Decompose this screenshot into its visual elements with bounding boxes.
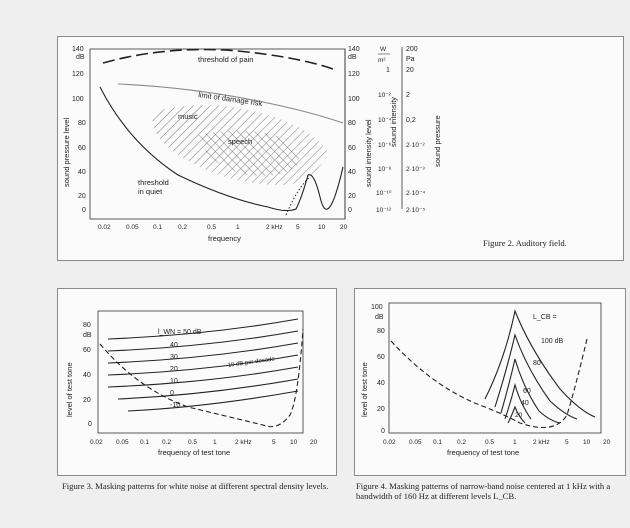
fig2-x-tick-7: 5 [296,224,300,231]
figure-4-caption: Figure 4. Masking patterns of narrow-band noise centered at 1 kHz with a bandwidth of 160 Hz at different levels L_CB. [356,481,611,501]
fig4-x-tick-2: 0.1 [433,439,443,446]
fig2-mid-unit: dB [348,54,357,61]
fig2-left-tick-3: 80 [78,120,86,127]
fig2-mid-tick-6: 20 [348,193,356,200]
label-in-quiet: in quiet [138,187,163,196]
fig4-x-tick-6: 2 kHz [533,439,550,446]
fig2-left-tick-0: 140 [72,46,84,53]
fig2-mid-tick-3: 80 [348,120,356,127]
fig2-x-tick-8: 10 [318,224,326,231]
fig2-left-tick-5: 40 [78,169,86,176]
fig3-y-tick-1: 60 [83,347,91,354]
fig4-curve-label-60: 60 [523,388,531,395]
fig4-curve-label-20: 20 [515,412,523,419]
fig2-pressure-tick-2: 2 [406,92,410,99]
fig3-curve-label-10: 10 [170,378,178,385]
label-speech: speech [228,137,253,146]
fig2-left-unit: dB [76,54,85,61]
fig4-y-unit: dB [375,314,384,321]
fig2-x-tick-4: 0.5 [207,224,217,231]
fig2-pressure-tick-7: 2·10⁻⁵ [406,207,426,214]
fig4-y-tick-5: 0 [381,428,385,435]
fig2-x-tick-6: 2 kHz [266,224,283,231]
fig4-y-tick-3: 40 [377,380,385,387]
fig4-y-tick-1: 80 [377,328,385,335]
fig3-y-unit: dB [83,332,92,339]
figure-4-plot-frame [389,303,601,433]
fig4-x-tick-0: 0.02 [383,439,396,446]
fig2-intensity-tick-4: 10⁻⁸ [378,166,392,173]
fig3-curve-label-20: 20 [170,366,178,373]
fig3-x-tick-4: 0.5 [188,439,198,446]
fig3-curve-label-minus10: -10 [170,402,181,409]
figure-3-caption: Figure 3. Masking patterns for white noise at different spectral density levels. [62,481,329,491]
fig3-x-tick-1: 0.05 [116,439,129,446]
fig4-x-tick-5: 1 [513,439,517,446]
label-music: music [178,112,198,121]
fig3-x-tick-6: 2 kHz [235,439,252,446]
figure-2-svg [58,37,623,260]
fig3-curve-label-0: 0 [170,390,174,397]
fig2-pressure-tick-1: 20 [406,67,414,74]
fig4-y-tick-4: 20 [377,406,385,413]
fig4-curve-label-40: 40 [521,400,529,407]
fig2-mid-tick-1: 120 [348,71,360,78]
fig2-intensity-tick-1: 10⁻² [378,92,391,99]
fig2-x-tick-3: 0.2 [178,224,188,231]
fig4-y-tick-2: 60 [377,354,385,361]
label-limit-of-damage-risk: limit of damage risk [197,90,263,108]
fig2-x-axis-label: frequency [208,234,241,243]
fig2-x-tick-2: 0.1 [153,224,163,231]
fig2-pressure-tick-3: 0,2 [406,117,416,124]
fig2-left-tick-2: 100 [72,96,84,103]
figure-3-svg [58,289,336,475]
fig2-intensity-tick-5: 10⁻¹⁰ [376,190,392,197]
fig3-x-tick-2: 0.1 [140,439,150,446]
fig3-y-tick-4: 0 [88,421,92,428]
fig3-curve-title: l_WN = 50 dB [158,329,202,336]
fig3-threshold-quiet-curve [100,329,303,427]
fig2-intensity-tick-2: 10⁻⁴ [378,117,392,124]
fig2-intensity-unit-den: m² [378,57,386,64]
fig3-y-tick-2: 40 [83,372,91,379]
fig3-curve-minus10 [128,391,298,411]
fig2-mid-tick-7: 0 [348,207,352,214]
fig4-y-tick-0: 100 [371,304,383,311]
fig4-curve-label-80: 80 [533,360,541,367]
fig2-intensity-tick-6: 10⁻¹² [376,207,391,214]
fig3-x-tick-8: 10 [290,439,298,446]
fig2-left-tick-7: 0 [82,207,86,214]
fig2-x-tick-5: 1 [236,224,240,231]
fig3-x-axis-label: frequency of test tone [158,448,231,457]
label-threshold: threshold [138,178,169,187]
fig3-x-tick-7: 5 [272,439,276,446]
fig3-y-axis-label: level of test tone [65,362,74,417]
fig2-intensity-tick-0: 1 [386,67,390,74]
fig4-x-tick-7: 5 [565,439,569,446]
fig4-x-tick-9: 20 [603,439,611,446]
figure-4-panel [354,288,626,476]
figure-2-caption: Figure 2. Auditory field. [483,238,567,248]
fig4-curve-label-100: 100 dB [541,338,564,345]
fig2-left-tick-6: 20 [78,193,86,200]
fig2-x-tick-0: 0.02 [98,224,111,231]
fig2-pressure-unit: Pa [406,56,415,63]
fig3-curve-label-30: 30 [170,354,178,361]
fig2-pressure-tick-5: 2·10⁻³ [406,166,425,173]
fig2-pressure-tick-4: 2·10⁻² [406,142,425,149]
fig4-curve-title: L_CB = [533,314,557,321]
fig2-mid-axis-label: sound intensity level [364,119,373,187]
fig2-x-tick-1: 0.05 [126,224,139,231]
fig3-x-tick-0: 0.02 [90,439,103,446]
fig3-x-tick-3: 0.2 [162,439,172,446]
fig4-x-tick-3: 0.2 [457,439,467,446]
fig2-intensity-unit-num: W [380,46,387,53]
fig3-y-tick-0: 80 [83,322,91,329]
fig4-x-tick-4: 0.5 [485,439,495,446]
fig2-mid-tick-2: 100 [348,96,360,103]
figure-2-panel [57,36,624,261]
fig4-x-axis-label: frequency of test tone [447,448,520,457]
fig2-intensity-label: sound intensity [389,96,398,147]
figure-4-svg [355,289,625,475]
fig2-intensity-tick-3: 10⁻⁶ [378,142,392,149]
fig3-slope-note: 10 dB per decade [227,356,276,369]
fig4-threshold-quiet-curve [391,339,587,428]
fig2-left-tick-1: 120 [72,71,84,78]
fig4-x-tick-8: 10 [583,439,591,446]
figure-3-panel [57,288,337,476]
fig3-x-tick-9: 20 [310,439,318,446]
fig2-mid-tick-0: 140 [348,46,360,53]
fig3-curve-label-40: 40 [170,342,178,349]
fig4-y-axis-label: level of test tone [360,362,369,417]
fig2-mid-tick-4: 60 [348,145,356,152]
fig2-pressure-tick-0: 200 [406,46,418,53]
fig2-mid-tick-5: 40 [348,169,356,176]
fig3-x-tick-5: 1 [213,439,217,446]
label-threshold-of-pain: threshold of pain [198,55,254,64]
fig2-left-axis-label: sound pressure level [62,117,71,187]
fig3-y-tick-3: 20 [83,397,91,404]
fig4-x-tick-1: 0.05 [409,439,422,446]
fig2-pressure-label: sound pressure [433,115,442,167]
fig2-pressure-tick-6: 2·10⁻⁴ [406,190,426,197]
fig2-x-tick-9: 20 [340,224,348,231]
fig2-left-tick-4: 60 [78,145,86,152]
